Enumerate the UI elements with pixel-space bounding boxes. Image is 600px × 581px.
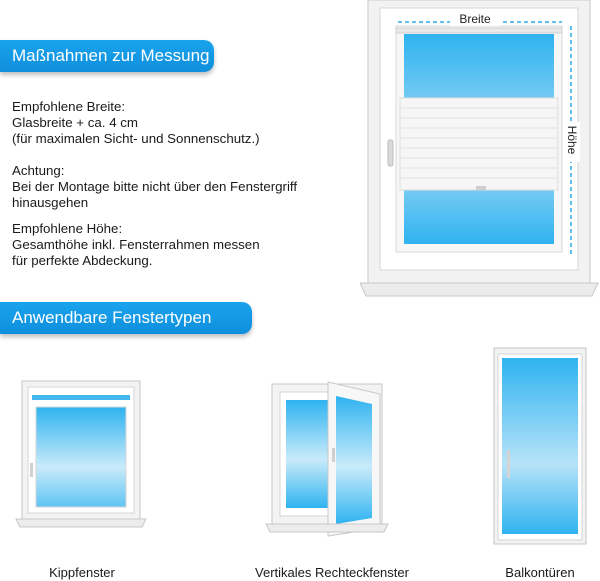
- width-line-2: (für maximalen Sicht- und Sonnenschutz.): [12, 131, 260, 146]
- width-title: Empfohlene Breite:: [12, 99, 126, 114]
- pleated-blind: [400, 98, 558, 190]
- window-type-balkontueren: Balkontüren: [505, 565, 575, 580]
- caution-title: Achtung:: [12, 163, 65, 178]
- caution-note: [12, 163, 352, 211]
- window-type-kippfenster: Kippfenster: [49, 565, 115, 580]
- window-type-rechteckfenster: Vertikales Rechteckfenster: [255, 565, 409, 580]
- measurement-window-illustration: [360, 0, 600, 305]
- width-recommendation: [12, 99, 352, 147]
- window-handle-icon: [30, 463, 33, 477]
- tilt-window-illustration: [12, 375, 152, 535]
- height-label: Höhe: [565, 125, 579, 155]
- casement-window-illustration: [262, 372, 392, 537]
- height-line-2: für perfekte Abdeckung.: [12, 253, 153, 268]
- height-title: Empfohlene Höhe:: [12, 221, 123, 236]
- window-types-heading: Anwendbare Fenstertypen: [0, 302, 252, 334]
- measurement-heading: Maßnahmen zur Messung: [0, 40, 214, 72]
- caution-line-1: Bei der Montage bitte nicht über den Fenstergriff: [12, 179, 298, 194]
- window-handle-icon: [332, 448, 335, 462]
- door-handle-icon: [507, 450, 510, 478]
- balcony-door-illustration: [490, 346, 590, 546]
- caution-line-2: hinausgehen: [12, 195, 89, 210]
- height-recommendation: [12, 221, 352, 269]
- width-label: Breite: [459, 12, 491, 26]
- window-handle-icon: [388, 140, 393, 166]
- width-line-1: Glasbreite + ca. 4 cm: [12, 115, 139, 130]
- height-line-1: Gesamthöhe inkl. Fensterrahmen messen: [12, 237, 260, 252]
